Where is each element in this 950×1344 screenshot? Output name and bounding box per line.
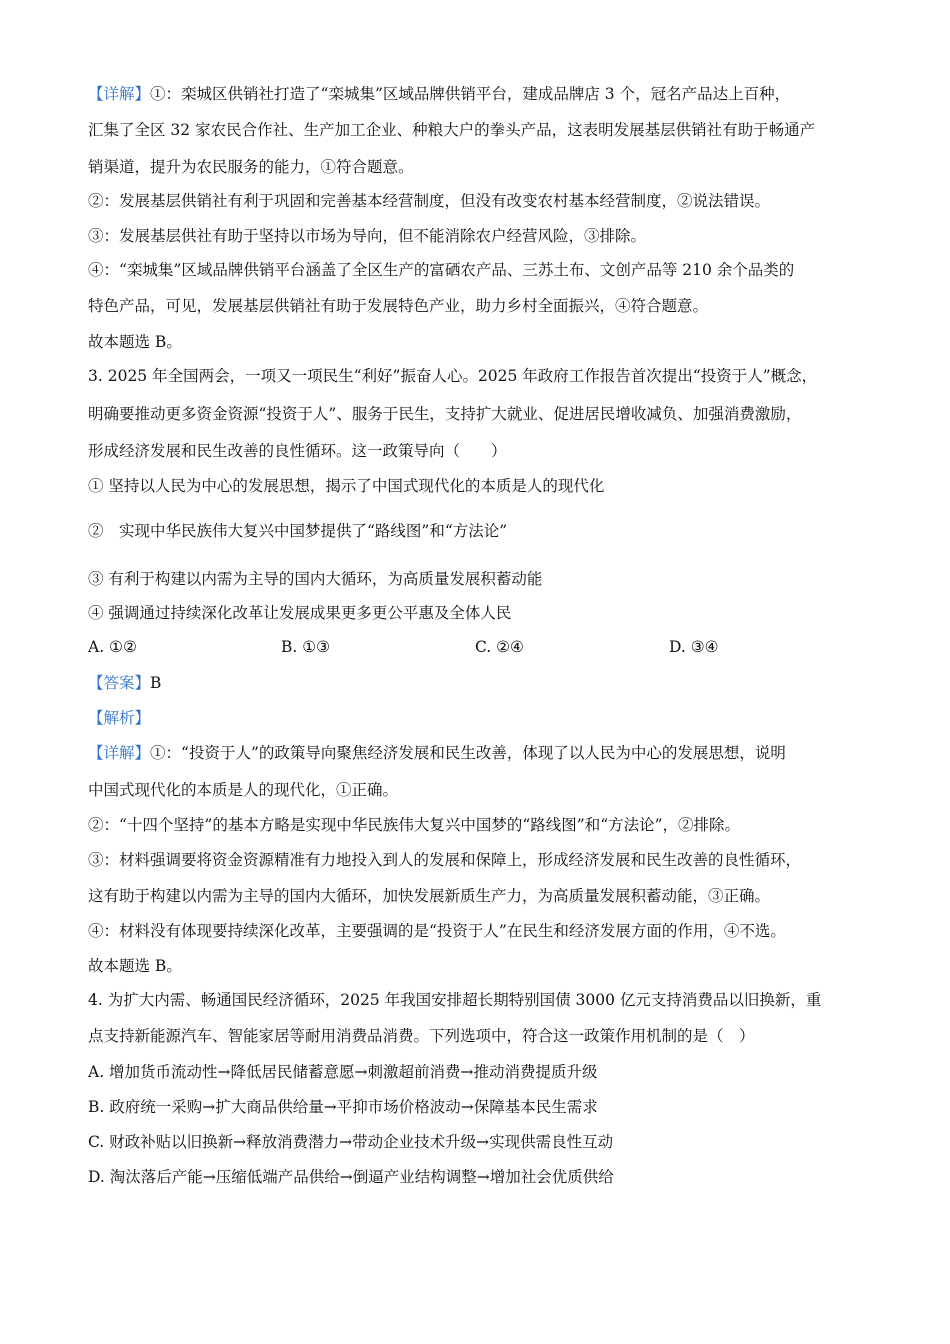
q3-statement-3: ③ 有利于构建以内需为主导的国内大循环，为高质量发展积蓄动能 — [88, 570, 543, 588]
q2-detail-line-5: ③：发展基层供社有助于坚持以市场为导向，但不能消除农户经营风险，③排除。 — [88, 227, 647, 245]
q3-detail-line-4: ③：材料强调要将资金资源精准有力地投入到人的发展和保障上，形成经济发展和民生改善的良性循环， — [88, 851, 802, 869]
q3-stem-line-3: 形成经济发展和民生改善的良性循环。这一政策导向（ ） — [88, 442, 507, 460]
detail-tag: 【详解】 — [88, 744, 151, 762]
q2-detail-line-3: 销渠道，提升为农民服务的能力，①符合题意。 — [88, 158, 414, 176]
q4-option-d: D. 淘汰落后产能→压缩低端产品供给→倒逼产业结构调整→增加社会优质供给 — [88, 1168, 614, 1186]
q3-analysis-tag: 【解析】 — [88, 709, 151, 727]
q3-option-a: A. ①② — [88, 638, 137, 656]
q4-option-b: B. 政府统一采购→扩大商品供给量→平抑市场价格波动→保障基本民生需求 — [88, 1098, 598, 1116]
detail-tag: 【详解】 — [88, 85, 151, 103]
q3-option-d: D. ③④ — [669, 638, 719, 656]
q3-conclusion: 故本题选 B。 — [88, 957, 182, 975]
q3-detail-line-6: ④：材料没有体现要持续深化改革，主要强调的是“投资于人”在民生和经济发展方面的作用，④不选。 — [88, 922, 786, 940]
q3-answer — [88, 672, 161, 694]
q2-detail-line-4: ②：发展基层供销社有利于巩固和完善基本经营制度，但没有改变农村基本经营制度，②说法错误。 — [88, 192, 771, 210]
q4-option-c: C. 财政补贴以旧换新→释放消费潜力→带动企业技术升级→实现供需良性互动 — [88, 1133, 614, 1151]
q3-detail-line-2: 中国式现代化的本质是人的现代化，①正确。 — [88, 781, 399, 799]
q3-stem-line-1: 3. 2025 年全国两会，一项又一项民生“利好”振奋人心。2025 年政府工作报告首次提出“投资于人”概念， — [88, 367, 818, 385]
answer-value: B — [150, 674, 162, 692]
q3-statement-2: ② 实现中华民族伟大复兴中国梦提供了“路线图”和“方法论” — [88, 522, 508, 540]
q2-conclusion: 故本题选 B。 — [88, 333, 182, 351]
answer-tag: 【答案】 — [88, 674, 151, 692]
q3-statement-4: ④ 强调通过持续深化改革让发展成果更多更公平惠及全体人民 — [88, 604, 512, 622]
q2-detail-line-7: 特色产品，可见，发展基层供销社有助于发展特色产业，助力乡村全面振兴，④符合题意。 — [88, 297, 709, 315]
q3-detail-line-3: ②：“十四个坚持”的基本方略是实现中华民族伟大复兴中国梦的“路线图”和“方法论”，②排除。 — [88, 816, 741, 834]
q2-detail-line-2: 汇集了全区 32 家农民合作社、生产加工企业、种粮大户的拳头产品，这表明发展基层供销社有助于畅通产 — [88, 121, 816, 139]
q2-detail-line-1: 【详解】①：栾城区供销社打造了“栾城集”区域品牌供销平台，建成品牌店 3 个，冠名产品达上百种， — [88, 85, 791, 103]
q3-option-b: B. ①③ — [281, 638, 331, 656]
q2-detail-line-6: ④：“栾城集”区域品牌供销平台涵盖了全区生产的富硒农产品、三苏土布、文创产品等 210 余个品类的 — [88, 261, 795, 279]
q3-option-c: C. ②④ — [475, 638, 524, 656]
q4-stem-line-2: 点支持新能源汽车、智能家居等耐用消费品消费。下列选项中，符合这一政策作用机制的是（ ） — [88, 1027, 755, 1045]
q4-stem-line-1: 4. 为扩大内需、畅通国民经济循环，2025 年我国安排超长期特别国债 3000 亿元支持消费品以旧换新，重 — [88, 991, 822, 1009]
q3-statement-1: ① 坚持以人民为中心的发展思想，揭示了中国式现代化的本质是人的现代化 — [88, 477, 605, 495]
q4-option-a: A. 增加货币流动性→降低居民储蓄意愿→刺激超前消费→推动消费提质升级 — [88, 1063, 598, 1081]
q3-stem-line-2: 明确要推动更多资金资源“投资于人”、服务于民生，支持扩大就业、促进居民增收减负、加强消费激励， — [88, 405, 802, 423]
q3-options — [88, 636, 868, 658]
q3-detail-line-5: 这有助于构建以内需为主导的国内大循环，加快发展新质生产力，为高质量发展积蓄动能，③正确。 — [88, 887, 771, 905]
q3-detail-line-1: 【详解】①：“投资于人”的政策导向聚焦经济发展和民生改善，体现了以人民为中心的发展思想，说明 — [88, 744, 786, 762]
